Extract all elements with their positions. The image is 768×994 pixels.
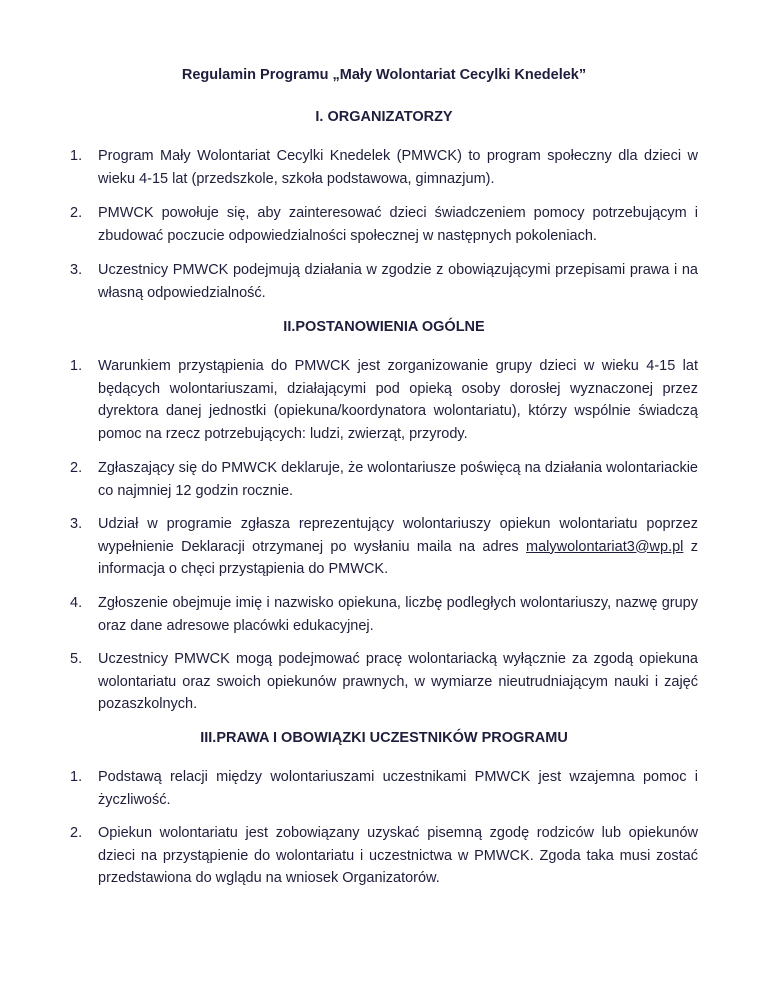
list-item [70, 145, 698, 190]
item-number: 3. [70, 516, 83, 532]
section-heading-postanowienia: II.POSTANOWIENIA OGÓLNE [283, 319, 485, 335]
item-text-part: z informacja o chęci przystąpienia do PMWCK. [98, 538, 699, 578]
item-number: 3. [70, 262, 83, 278]
item-number: 2. [70, 460, 83, 476]
item-text: Uczestnicy PMWCK mogą podejmować pracę wolontariacką wyłącznie za zgodą opiekuna wolontariatu oraz swoich opiekunów prawnych, w wymiarze nieutrudniającym nauki i zajęć pozaszkolnych. [98, 651, 698, 713]
item-number: 1. [70, 769, 83, 785]
item-text: Zgłoszenie obejmuje imię i nazwisko opiekuna, liczbę podległych wolontariuszy, nazwę grupy oraz dane adresowe placówki edukacyjnej. [98, 595, 698, 634]
item-text: Opiekun wolontariatu jest zobowiązany uzyskać pisemną zgodę rodziców lub opiekunów dzieci na przystąpienie do wolontariatu i uczestnictwa w PMWCK. Zgoda taka musi zostać przedstawiona do wglądu na wniosek Organizatorów. [98, 825, 698, 887]
item-number: 5. [70, 651, 83, 667]
section-heading-prawa-obowiazki: III.PRAWA I OBOWIĄZKI UCZESTNIKÓW PROGRAMU [200, 730, 568, 746]
item-text: Zgłaszający się do PMWCK deklaruje, że wolontariusze poświęcą na działania wolontariackie co najmniej 12 godzin rocznie. [98, 460, 698, 499]
list-item [70, 766, 698, 811]
document-title: Regulamin Programu „Mały Wolontariat Cecylki Knedelek” [181, 67, 587, 83]
email-link[interactable]: malywolontariat3@wp.pl [526, 538, 684, 555]
list-item [70, 259, 698, 304]
list-item [70, 648, 698, 716]
list-item [70, 202, 698, 247]
item-text: Warunkiem przystąpienia do PMWCK jest zorganizowanie grupy dzieci w wieku 4-15 lat będących wolontariuszami, działającymi pod opieką osoby dorosłej wyznaczonej przez dyrektora danej jednostki (opiekuna/koordynatora wolontariatu), którzy wspólnie świadczą pomoc na rzecz potrzebujących: ludzi, zwierząt, przyrody. [98, 358, 698, 442]
list-item [70, 355, 698, 445]
item-number: 4. [70, 595, 83, 611]
item-text: Podstawą relacji między wolontariuszami uczestnikami PMWCK jest wzajemna pomoc i życzliwość. [98, 769, 698, 808]
item-text: PMWCK powołuje się, aby zainteresować dzieci świadczeniem pomocy potrzebującym i zbudować poczucie odpowiedzialności społecznej w następnych pokoleniach. [98, 205, 698, 244]
list-item [70, 592, 698, 637]
list-item [70, 457, 698, 502]
item-text [98, 513, 698, 581]
item-text: Program Mały Wolontariat Cecylki Knedelek (PMWCK) to program społeczny dla dzieci w wieku 4-15 lat (przedszkole, szkoła podstawowa, gimnazjum). [98, 148, 698, 187]
list-item [70, 822, 698, 890]
item-number: 1. [70, 358, 83, 374]
list-item [70, 513, 698, 581]
item-number: 1. [70, 148, 83, 164]
item-text: Uczestnicy PMWCK podejmują działania w zgodzie z obowiązującymi przepisami prawa i na własną odpowiedzialność. [98, 262, 698, 301]
item-text-part: Udział w programie zgłasza reprezentujący wolontariuszy opiekun wolontariatu poprzez wypełnienie Deklaracji otrzymanej po wysłaniu maila na adres [98, 516, 698, 555]
item-number: 2. [70, 205, 83, 221]
item-number: 2. [70, 825, 83, 841]
section-heading-organizatorzy: I. ORGANIZATORZY [315, 109, 453, 125]
